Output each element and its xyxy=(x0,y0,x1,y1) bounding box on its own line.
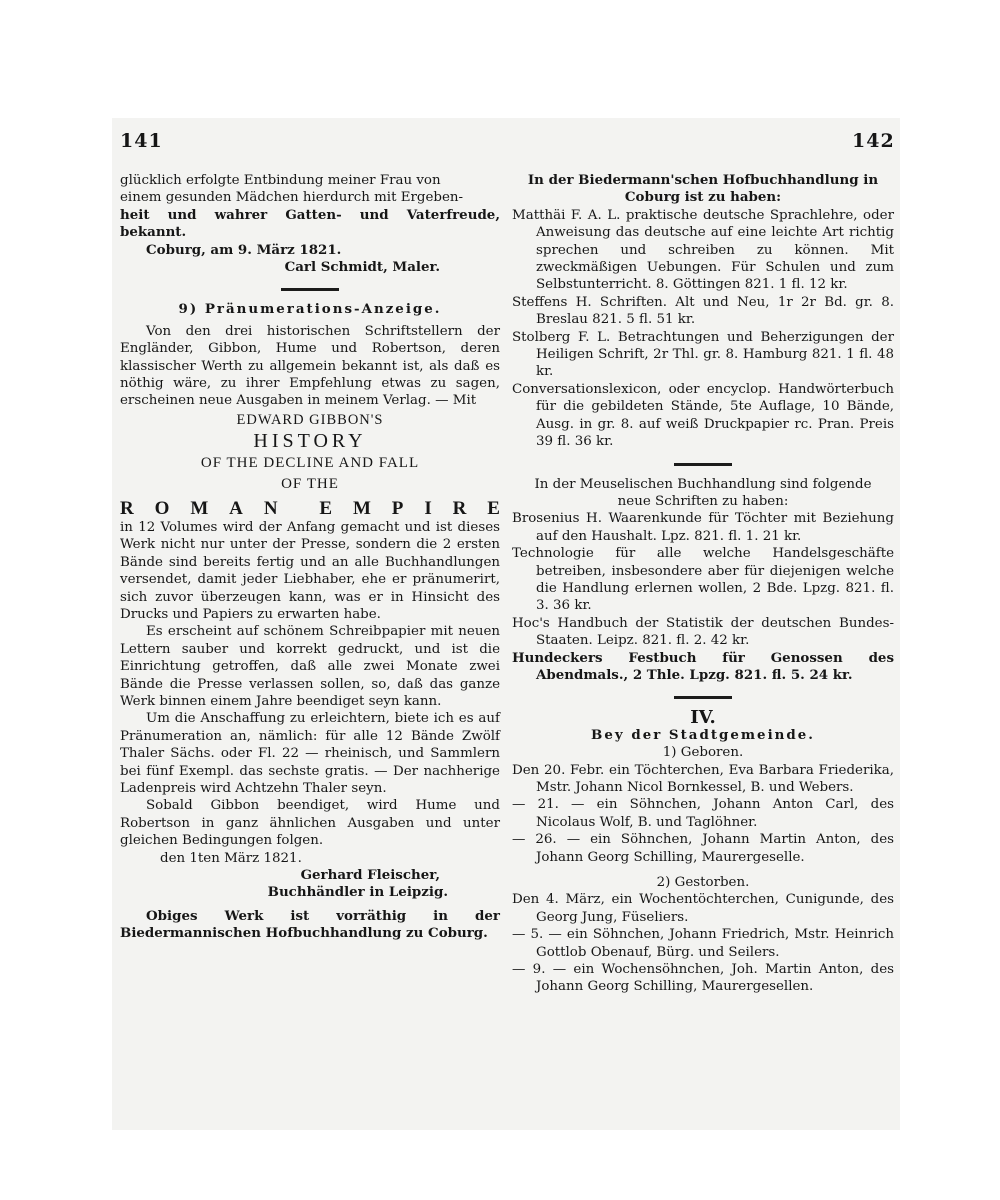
register-entry: — 9. — ein Wochensöhnchen, Joh. Martin Anton, des Johann Georg Schilling, Maurergesellen. xyxy=(512,962,894,995)
bookshop2-heading: In der Meuselischen Buchhandlung sind folgende neue Schriften zu haben: xyxy=(534,476,872,509)
title-letter: M xyxy=(352,497,371,519)
title-letter: R xyxy=(452,497,467,519)
paragraph-hume: Sobald Gibbon beendiget, wird Hume und Robertson in ganz ähnlichen Ausgaben und unter gleichen Bedingungen folgen. xyxy=(120,798,500,849)
title-letter: M xyxy=(190,497,209,519)
birth-line: glücklich erfolgte Entbindung meiner Frau von xyxy=(120,173,441,188)
title-main: HISTORY xyxy=(253,430,367,453)
title-letter: E xyxy=(319,497,333,519)
birth-line: einem gesunden Mädchen hierdurch mit Ergeben- xyxy=(120,190,464,206)
book-entry: Hundeckers Festbuch für Genossen des Abendmals., 2 Thle. Lpzg. 821. fl. 5. 24 kr. xyxy=(512,649,894,683)
paragraph-volumes: in 12 Volumes wird der Anfang gemacht und ist dieses Werk nicht nur unter der Presse, sondern die 2 ersten Bände sind bereits fertig und an alle Buchhandlungen versendet, damit jeder Liebhaber, ehe er pränumerirt, sich zuvor überzeugen kann, was er in Hinsicht des Drucks und Papiers zu erwarten habe. xyxy=(120,519,500,622)
book-entry: Steffens H. Schriften. Alt und Neu, 1r 2r Bd. gr. 8. Breslau 821. 5 fl. 51 kr. xyxy=(512,294,894,328)
book-entry: Conversationslexicon, oder encyclop. Handwörterbuch für die gebildeten Stände, 5te Auflage, 10 Bände, Ausg. in gr. 8. auf weiß Druckpapier rc. Pran. Preis 39 fl. 36 kr. xyxy=(512,381,894,450)
born-heading: 1) Geboren. xyxy=(662,745,744,761)
page-number-right: 142 xyxy=(852,130,895,152)
register-entry: — 5. — ein Söhnchen, Johann Friedrich, Mstr. Heinrich Gottlob Obenauf, Bürg. und Seilers. xyxy=(512,927,894,960)
divider xyxy=(281,288,339,291)
register-entry: Den 20. Febr. ein Töchterchen, Eva Barbara Friederika, Mstr. Johann Nicol Bornkessel, B. und Webers. xyxy=(512,762,894,795)
book-entry: Stolberg F. L. Betrachtungen und Beherzigungen der Heiligen Schrift, 2r Thl. gr. 8. Hamburg 821. 1 fl. 48 kr. xyxy=(512,329,894,380)
bookshop1-heading: In der Biedermann'schen Hofbuchhandlung in Coburg ist zu haben: xyxy=(527,172,879,206)
notice-signature-role: Buchhändler in Leipzig. xyxy=(267,884,448,901)
book-entry: Hoc's Handbuch der Statistik der deutschen Bundes-Staaten. Leipz. 821. fl. 2. 42 kr. xyxy=(512,615,894,649)
birth-signature: Carl Schmidt, Maler. xyxy=(284,259,440,276)
paragraph-price: Um die Anschaffung zu erleichtern, biete ich es auf Pränumeration an, nämlich: für alle 12 Bände Zwölf Thaler Sächs. oder Fl. 22 — rheinisch, und Sammlern bei fünf Exempl. das sechste gratis. — Der nachherige Ladenpreis wird Achtzehn Thaler seyn. xyxy=(120,711,500,796)
title-letter: A xyxy=(229,497,243,519)
closing-note: Obiges Werk ist vorräthig in der Biedermannischen Hofbuchhandlung zu Coburg. xyxy=(120,907,500,942)
title-letter: N xyxy=(263,497,278,519)
title-decline: OF THE DECLINE AND FALL xyxy=(200,454,420,471)
book-entry: Technologie für alle welche Handelsgeschäfte betreiben, insbesondere aber für diejenigen welche die Handlung erlernen wollen, 2 Bde. Lpzg. 821. fl. 3. 36 kr. xyxy=(512,546,894,614)
birth-place-date: Coburg, am 9. März 1821. xyxy=(146,241,342,258)
title-roman-empire xyxy=(120,497,500,519)
register-entry: — 26. — ein Söhnchen, Johann Martin Anton, des Johann Georg Schilling, Maurergeselle. xyxy=(512,832,894,865)
title-letter: R xyxy=(120,497,134,519)
title-author: EDWARD GIBBON'S xyxy=(236,411,384,428)
notice-signature-name: Gerhard Fleischer, xyxy=(300,867,440,884)
page-number-left: 141 xyxy=(120,130,163,152)
title-letter: I xyxy=(424,497,432,519)
title-letter: O xyxy=(154,497,170,519)
notice-date: den 1ten März 1821. xyxy=(160,850,302,866)
left-column xyxy=(120,172,500,943)
paragraph-paper: Es erscheint auf schönem Schreibpapier mit neuen Lettern sauber und korrekt gedruckt, und ist die Einrichtung getroffen, daß alle zwei Monate zwei Bände die Presse verlassen sollen, so, daß das ganze Werk binnen einem Jahre beendiget seyn kann. xyxy=(120,624,500,709)
title-letter: E xyxy=(487,497,500,519)
book-entry: Matthäi F. A. L. praktische deutsche Sprachlehre, oder Anweisung das deutsche auf eine leichte Art richtig sprechen und schreiben zu können. Mit zweckmäßigen Uebungen. Für Schulen und zum Selbstunterricht. 8. Göttingen 821. 1 fl. 12 kr. xyxy=(512,207,894,293)
register-entry: Den 4. März, ein Wochentöchterchen, Cunigunde, des Georg Jung, Füseliers. xyxy=(512,892,894,925)
notice-intro: Von den drei historischen Schriftstellern der Engländer, Gibbon, Hume und Robertson, deren klassischer Werth zu allgemein bekannt ist, als daß es nöthig wäre, zu ihrer Empfehlung etwas zu sagen, erscheinen neue Ausgaben in meinem Verlag. — Mit xyxy=(120,323,500,409)
title-of-the: OF THE xyxy=(281,476,339,493)
book-entry: Brosenius H. Waarenkunde für Töchter mit Beziehung auf den Haushalt. Lpz. 821. fl. 1. 21 kr. xyxy=(512,511,894,544)
title-letter: P xyxy=(391,497,404,519)
notice-heading: 9) Pränumerations-Anzeige. xyxy=(178,301,442,318)
register-entry: — 21. — ein Söhnchen, Johann Anton Carl, des Nicolaus Wolf, B. und Taglöhner. xyxy=(512,797,894,830)
right-column xyxy=(512,172,894,996)
died-heading: 2) Gestorben. xyxy=(656,875,750,891)
section-numeral: IV. xyxy=(690,707,716,729)
divider xyxy=(674,696,732,699)
birth-line: heit und wahrer Gatten- und Vaterfreude, bekannt. xyxy=(120,206,500,241)
divider xyxy=(674,463,732,466)
section-title: Bey der Stadtgemeinde. xyxy=(591,726,815,743)
